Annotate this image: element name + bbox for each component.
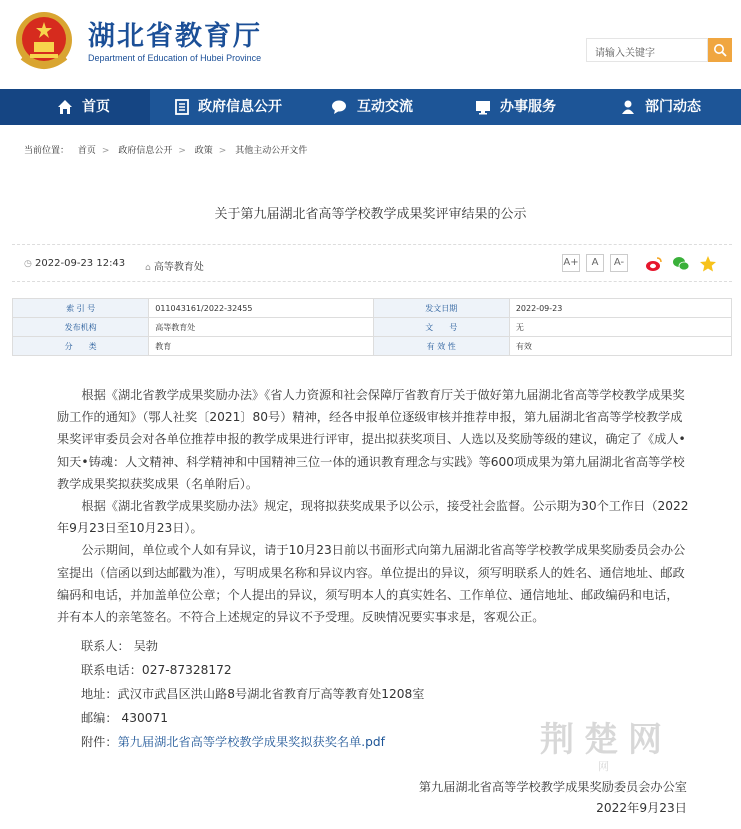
contact-postcode: 邮编： 430071	[81, 711, 168, 725]
search-input[interactable]: 请输入关键字	[586, 38, 708, 62]
breadcrumb-item[interactable]: 首页	[77, 146, 96, 156]
breadcrumb-item[interactable]: 其他主动公开文件	[235, 146, 308, 156]
breadcrumb: 当前位置： 首页 > 政府信息公开 > 政策 > 其他主动公开文件	[24, 146, 308, 156]
article-source	[145, 258, 204, 273]
attachment	[81, 733, 385, 750]
nav-label: 互动交流	[357, 99, 413, 115]
table-value: 2022-09-23	[509, 299, 731, 318]
table-value: 有效	[509, 337, 731, 356]
site-title[interactable]: 湖北省教育厅	[88, 21, 262, 52]
source-text: 高等教育处	[153, 262, 204, 273]
font-size-decrease-button[interactable]: A-	[610, 254, 628, 272]
table-value: 教育	[149, 337, 373, 356]
signature-date: 2022年9月23日	[596, 801, 687, 815]
nav-item-home[interactable]	[0, 89, 150, 125]
national-emblem-icon	[14, 10, 74, 72]
contact-phone: 联系电话：027-87328172	[81, 663, 232, 677]
article-date	[24, 258, 125, 269]
breadcrumb-item[interactable]: 政府信息公开	[118, 146, 173, 156]
monitor-icon	[475, 99, 491, 115]
person-icon	[620, 99, 636, 115]
date-text: 2022-09-23 12:43	[35, 258, 126, 269]
document-icon	[174, 99, 190, 115]
table-key: 分 类	[13, 337, 149, 356]
clock-icon: ◷	[24, 259, 32, 269]
table-value: 高等教育处	[149, 318, 373, 337]
table-value: 无	[509, 318, 731, 337]
site-header	[0, 0, 741, 89]
nav-item-interaction[interactable]	[300, 89, 450, 125]
home-icon	[57, 99, 73, 115]
table-key: 文 号	[373, 318, 509, 337]
table-key: 发布机构	[13, 318, 149, 337]
nav-item-news[interactable]	[600, 89, 741, 125]
weibo-icon[interactable]	[645, 255, 663, 273]
font-size-increase-button[interactable]: A+	[562, 254, 580, 272]
source-icon: ⌂	[145, 263, 151, 273]
nav-label: 政府信息公开	[198, 99, 282, 115]
nav-label: 首页	[82, 99, 110, 115]
table-key: 索 引 号	[13, 299, 149, 318]
body-paragraph: 根据《湖北省教学成果奖励办法》《省人力资源和社会保障厅省教育厅关于做好第九届湖北省高等学校教学成果奖励工作的通知》（鄂人社奖〔2021〕80号）精神，经各申报单位逐级审核并推荐申报，第九届湖北省高等学校教学成果奖评审委员会对各单位推荐申报的教学成果进行评审，提出拟获奖项目、人选以及奖励等级的建议，确定了《成人•知天•铸魂：人文精神、科学精神和中国精神三位一体的通识教育理念与实践》等600项成果为第九届湖北省高等学校教学成果奖拟获奖成果（名单附后）。	[57, 388, 686, 491]
search-button[interactable]	[708, 38, 732, 62]
signature-org: 第九届湖北省高等学校教学成果奖励委员会办公室	[418, 780, 687, 794]
wechat-icon[interactable]	[672, 255, 690, 273]
chat-icon	[331, 99, 347, 115]
search-icon	[713, 43, 727, 57]
table-key: 有 效 性	[373, 337, 509, 356]
site-subtitle: Department of Education of Hubei Province	[88, 53, 262, 63]
divider	[12, 244, 732, 246]
article-body	[57, 384, 690, 628]
breadcrumb-item[interactable]: 政策	[194, 146, 213, 156]
attachment-link[interactable]: 第九届湖北省高等学校教学成果奖拟获奖名单.pdf	[117, 735, 385, 749]
body-paragraph: 公示期间，单位或个人如有异议，请于10月23日前以书面形式向第九届湖北省高等学校教学成果奖励委员会办公室提出（信函以到达邮戳为准），写明成果名称和异议内容。单位提出的异议，须写明联系人的姓名、通信地址、邮政编码和电话，并加盖单位公章；个人提出的异议，须写明本人的真实姓名、工作单位、通信地址、邮政编码和电话，并有本人的亲笔签名。不符合上述规定的异议不予受理。反映情况要实事求是，客观公正。	[57, 543, 686, 625]
watermark-sub: 网	[598, 761, 609, 773]
divider	[12, 281, 732, 282]
breadcrumb-label: 当前位置：	[24, 146, 70, 156]
favorite-star-icon[interactable]	[699, 255, 717, 273]
table-row	[13, 299, 732, 318]
table-key: 发文日期	[373, 299, 509, 318]
article-title: 关于第九届湖北省高等学校教学成果奖评审结果的公示	[214, 207, 527, 222]
nav-item-services[interactable]	[450, 89, 600, 125]
table-row	[13, 318, 732, 337]
contact-person: 联系人： 吴勃	[81, 639, 158, 653]
nav-label: 办事服务	[500, 99, 556, 115]
table-row	[13, 337, 732, 356]
main-nav	[0, 89, 741, 125]
nav-item-gov-info[interactable]	[150, 89, 300, 125]
attachment-label: 附件：	[81, 735, 118, 749]
contact-address: 地址：武汉市武昌区洪山路8号湖北省教育厅高等教育处1208室	[81, 687, 425, 701]
table-value: 011043161/2022-32455	[149, 299, 373, 318]
nav-label: 部门动态	[645, 99, 701, 115]
body-paragraph: 根据《湖北省教学成果奖励办法》规定，现将拟获奖成果予以公示，接受社会监督。公示期为30个工作日（2022年9月23日至10月23日）。	[57, 499, 689, 536]
info-table	[12, 298, 732, 356]
watermark-logo: 荆楚网	[540, 720, 672, 760]
font-size-normal-button[interactable]: A	[586, 254, 604, 272]
